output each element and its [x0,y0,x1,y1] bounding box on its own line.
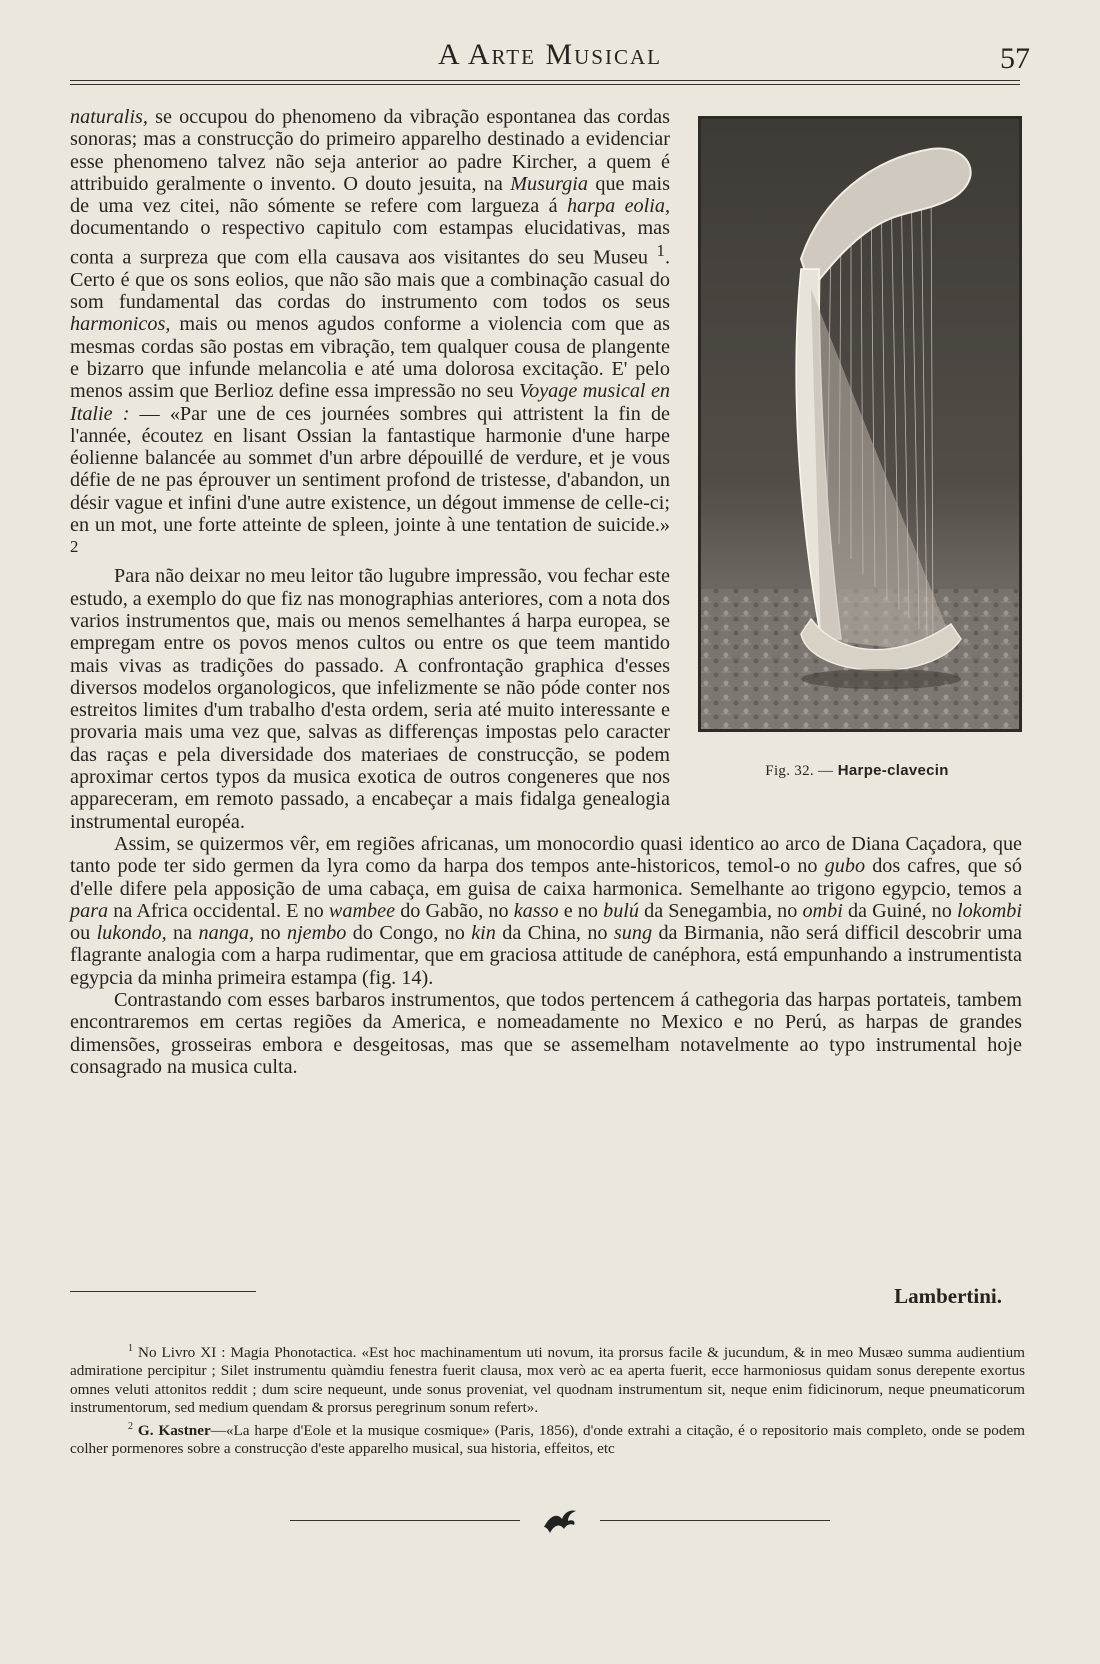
text-run: do Gabão, no [395,899,514,922]
italic-term: bulú [603,899,639,922]
paragraph-2: Para não deixar no meu leitor tão lugubre impressão, vou fechar este estudo, a exemplo do que fiz nas monographias anteriores, com a nota dos varios instrumentos que, mais ou menos semelhantes á harpa europea, se empregam entre os povos menos cultos ou entre os que teem mantido mais vivas as tradições do passado. A confrontação graphica d'esses diversos modelos organologicos, que infelizmente se não póde conter nos estreitos limites d'um trabalho d'esta ordem, seria até muito interessante e provaria mais uma vez que, salvas as differenças impostas pelo caracter das raças e pela diversidade dos materiaes de construcção, se podem aproximar certos typos da musica exotica de outros congeneres que nos appareceram, em remoto passado, a encabeçar a mais fidalga genealogia instrumental européa. [70,565,670,833]
text-run: Assim, se quizermos vêr, em regiões africanas, um monocordio quasi identico ao arco de Diana Caçadora, que tanto pode ter sido germen da lyra como da harpa dos tempos ante-historicos, temol-o no [70,832,1022,878]
text-run: da Senegambia, no [638,899,803,922]
text-run: documentando o respectivo capitulo com estampas elucidativas, mas conta a surpreza que com ella causava aos visitantes do seu Museu [70,217,670,269]
text-run: na Africa occidental. E no [108,899,329,922]
italic-term: naturalis, [70,106,148,128]
figure-harpe-clavecin [692,106,1022,811]
figure-number: Fig. 32. — [765,763,834,779]
journal-title: A Arte Musical [438,38,662,71]
footnotes [70,1340,1025,1459]
italic-term: harmonicos, [70,313,171,336]
ornament-rule-left [290,1520,520,1521]
italic-term: lokombi [956,899,1023,922]
footnote-1 [70,1340,1025,1418]
italic-term: kasso [513,899,559,922]
text-run: e no [558,899,604,922]
text-run: se occupou do phenomeno da vibração espontanea das cordas sonoras; mas a construcção do primeiro apparelho destinado a evidenciar esse phenomeno talvez não seja anterior ao padre Kircher, a quem é attribuido geralmente o invento. O douto jesuita, na [70,106,670,195]
text-run: do Congo, no [346,922,472,945]
footnote-author: G. Kastner [137,1421,211,1439]
header-rule-thin [70,84,1020,85]
italic-term: para [70,899,109,922]
text-run: . Certo é que os sons eolios, que não são mais que a combinação casual do som fundamental das cordas do instrumento com todos os seus [70,246,670,314]
footnote-text: No Livro XI : Magia Phonotactica. «Est hoc machinamentum uti novum, ita prorsus facile & jucundum, & in meo Musæo summa audientium admiratione percipitur ; Silet instrumentu quàmdiu fenestra fuerit clausa, mox verò ac ea aperta fuerit, ecce harmoniosus quidam sonus derepente exortus omnes veluti attonitos reddit ; dum scire nequeunt, unde sonus proveniat, vel quodnam instrumentum sit, neque enim fidicinorum, neque pneumaticorum instrumentorum, sed medium quendam & prorsus peregrinum sonum refert». [70,1344,1025,1417]
footnote-2 [70,1418,1025,1459]
footnote-text: —«La harpe d'Eole et la musique cosmique» (Paris, 1856), d'onde extrahi a citação, é o repositorio mais completo, onde se podem colher pormenores sobre a construcção d'este apparelho musical, sua historia, effeitos, etc [70,1421,1025,1458]
figure-title: Harpe-clavecin [837,762,949,779]
italic-term: kin [471,922,496,945]
italic-term: wambee [328,899,396,922]
paragraph-3 [70,833,1022,989]
italic-term: Musurgia [510,172,588,195]
footnote-number: 1 [128,1343,133,1354]
text-run: ou [70,922,97,945]
harp-illustration [701,119,1019,729]
text-run: da Birmania, não será difficil descobrir uma flagrante analogia com a harpa rudimentar, que em graciosa attitude de canéphora, está empunhando a instrumentista egypcia da minha primeira estampa (fig. 14). [70,922,1023,989]
page-number: 57 [1000,42,1030,75]
italic-term: lukondo, [96,922,167,945]
figure-caption [692,760,1022,782]
italic-term: sung [613,922,653,945]
fleuron-icon [540,1505,580,1535]
running-header [70,38,1030,82]
text-run: da China, no [495,922,614,945]
footnote-number: 2 [128,1420,133,1432]
end-ornament [290,1505,830,1535]
italic-term: gubo [824,855,866,878]
text-run: que mais de uma vez citei, não sómente se refere com largueza á [70,172,671,218]
ornament-rule-right [600,1520,830,1521]
text-run: no [254,922,287,945]
text-run: — «Par une de ces journées sombres qui attristent la fin de l'année, écoutez en lisant Ossian la fantastique harmonie d'une harpe éolienne balancée au sommet d'un arbre dépouillé de verdure, et je vous défie de ne pas éprouver un sentiment profond de tristesse, d'abandon, un désir vague et infini d'une autre existence, un dégout immense de celle-ci; en un mot, une forte atteinte de spleen, jointe à une tentation de suicide.» [70,402,671,537]
italic-term: ombi [802,899,843,922]
text-run: dos cafres, que só d'elle difere pela apposição de uma cabaça, em guisa de caixa harmonica. Semelhante ao trigono egypcio, temos a [70,855,1022,900]
italic-term: nanga, [198,922,255,945]
signature-rule [70,1291,256,1292]
text-run: na [166,922,199,945]
article-body [70,106,1022,1078]
italic-term: harpa eolia, [566,195,670,218]
footnote-ref-2[interactable]: 2 [70,537,79,557]
text-run: da Guiné, no [842,899,957,922]
footnote-ref-1[interactable]: 1 [656,240,665,260]
italic-term: Voyage musical en Italie : [70,380,670,425]
italic-term: njembo [286,922,347,945]
text-run: mais ou menos agudos conforme a violencia com que as mesmas cordas são postas em vibração, tem qualquer cousa de plangente e bizarro que infunde melancolia e até uma dolorosa excitação. E' pelo menos assim que Berlioz define essa impressão no seu [70,313,670,403]
header-rule [70,80,1020,81]
figure-image-frame [698,116,1022,732]
author-signature: Lambertini. [894,1284,1002,1308]
paragraph-4: Contrastando com esses barbaros instrumentos, que todos pertencem á cathegoria das harpas portateis, tambem encontraremos em certas regiões da America, e nomeadamente no Mexico e no Perú, as harpas de grandes dimensões, grosseiras embora e desgeitosas, mas que se assemelham notavelmente ao typo instrumental hoje consagrado na musica culta. [70,989,1022,1078]
